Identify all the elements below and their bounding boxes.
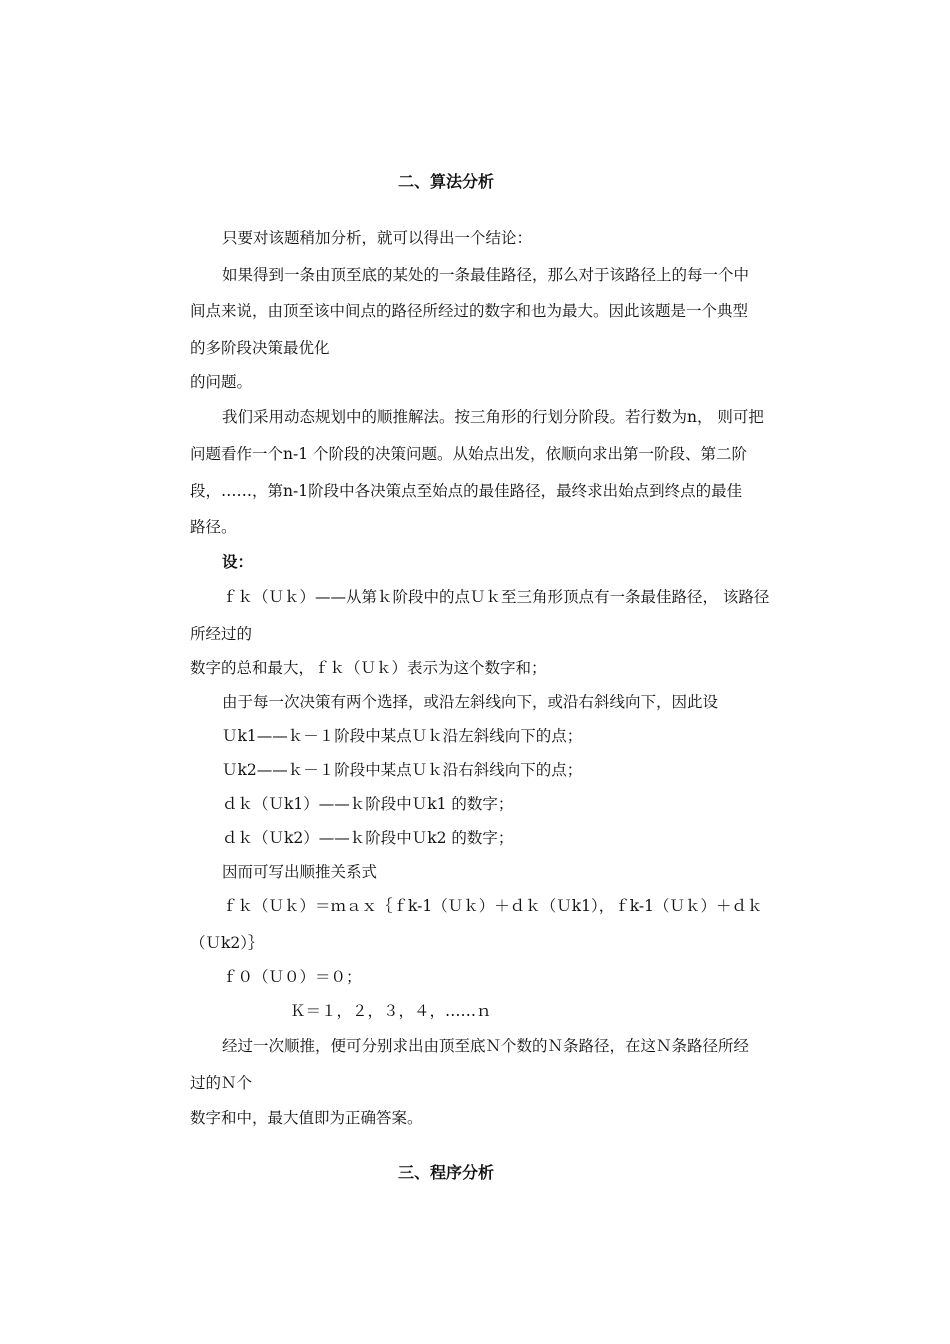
definition-uk2: Ｕk2——ｋ－１阶段中某点Ｕｋ沿右斜线向下的点； (222, 761, 583, 779)
definition-dk-uk2: ｄｋ（Ｕk2）——ｋ阶段中Ｕk2 的数字； (222, 829, 514, 847)
section-heading-algorithm: 二、算法分析 (398, 172, 495, 191)
paragraph-1-line-3: 的多阶段决策最优化 (190, 339, 330, 357)
definition-fk-line-1: ｆｋ（Ｕｋ）——从第ｋ阶段中的点Ｕｋ至三角形顶点有一条最佳路径， 该路径 (222, 588, 770, 606)
definition-fk-line-3: 数字的总和最大，ｆｋ（Ｕｋ）表示为这个数字和； (190, 659, 547, 677)
formula-recurrence-line-1: ｆｋ（Ｕｋ）＝ｍａｘ｛ｆk-1（Ｕｋ）＋ｄｋ（Ｕk1），ｆk-1（Ｕｋ）＋ｄｋ (222, 897, 763, 915)
paragraph-1-line-1: 如果得到一条由顶至底的某处的一条最佳路径，那么对于该路径上的每一个中 (222, 266, 750, 284)
conclusion-line-2: 过的Ｎ个 (190, 1074, 253, 1092)
definition-uk1: Ｕk1——ｋ－１阶段中某点Ｕｋ沿左斜线向下的点； (222, 727, 583, 745)
set-label: 设： (222, 552, 254, 571)
paragraph-intro: 只要对该题稍加分析，就可以得出一个结论： (222, 229, 533, 247)
paragraph-2-line-3: 段，……，第n-1阶段中各决策点至始点的最佳路径，最终求出始点到终点的最佳 (190, 482, 743, 500)
formula-initial: ｆ０（Ｕ０）＝０； (222, 968, 362, 986)
paragraph-2-line-4: 路径。 (190, 518, 237, 536)
paragraph-1-line-2: 间点来说，由顶至该中间点的路径所经过的数字和也为最大。因此该题是一个典型 (190, 302, 749, 320)
formula-recurrence-line-2: （Ｕk2）｝ (190, 934, 264, 952)
formula-k-range: Ｋ＝１，２，３，４，……ｎ (290, 1002, 492, 1020)
paragraph-2-line-2: 问题看作一个n-1 个阶段的决策问题。从始点出发，依顺向求出第一阶段、第二阶 (190, 445, 748, 463)
paragraph-1-line-4: 的问题。 (190, 373, 253, 391)
definition-choices: 由于每一次决策有两个选择，或沿左斜线向下，或沿右斜线向下，因此设 (222, 693, 719, 711)
section-heading-program: 三、程序分析 (398, 1163, 495, 1182)
conclusion-line-1: 经过一次顺推，便可分别求出由顶至底Ｎ个数的Ｎ条路径，在这Ｎ条路径所经 (222, 1037, 750, 1055)
recurrence-intro: 因而可写出顺推关系式 (222, 863, 378, 881)
definition-fk-line-2: 所经过的 (190, 625, 253, 643)
conclusion-line-3: 数字和中，最大值即为正确答案。 (190, 1109, 423, 1127)
definition-dk-uk1: ｄｋ（Ｕk1）——ｋ阶段中Ｕk1 的数字； (222, 795, 514, 813)
paragraph-2-line-1: 我们采用动态规划中的顺推解法。按三角形的行划分阶段。若行数为n， 则可把 (222, 408, 764, 426)
